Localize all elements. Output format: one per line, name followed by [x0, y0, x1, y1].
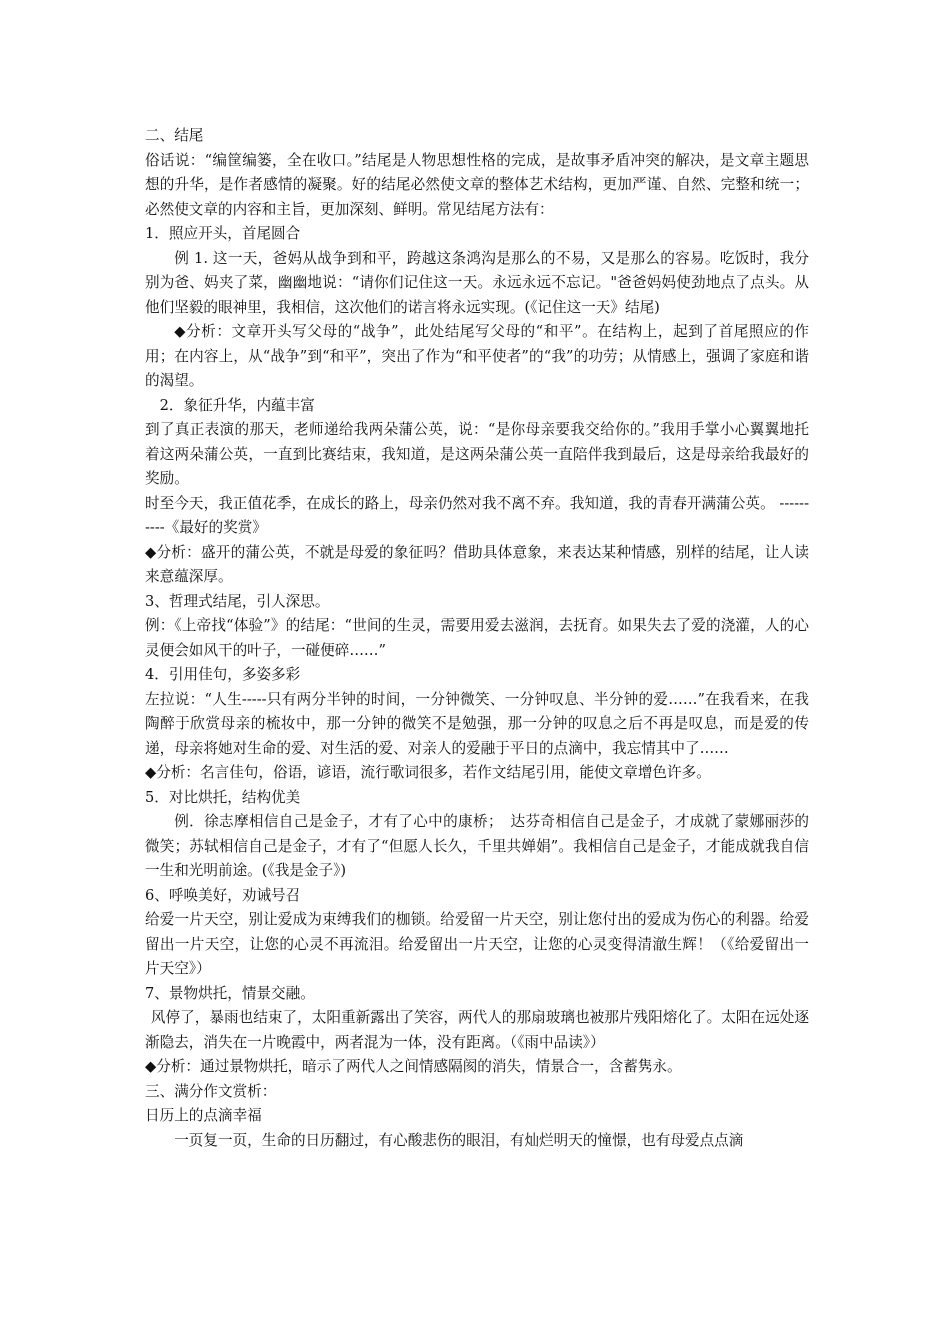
example-paragraph-4: 左拉说：“人生-----只有两分半钟的时间，一分钟微笑、一分钟叹息、半分钟的爱……”在我看来，在我陶醉于欣赏母亲的梳妆中，那一分钟的微笑不是勉强，那一分钟的叹息之后不再是叹息，而是爱的传递，母亲将她对生命的爱、对生活的爱、对亲人的爱融于平日的点滴中，我忘情其中了…… [145, 690, 809, 757]
example-paragraph-7: 风停了，暴雨也结束了，太阳重新露出了笑容，两代人的那扇玻璃也被那片残阳熔化了。太阳在远处逐渐隐去，消失在一片晚霞中，两者混为一体，没有距离。（《雨中品读》） [145, 1009, 809, 1051]
analysis-paragraph-7: ◆分析：通过景物烘托，暗示了两代人之间情感隔阂的消失，情景合一，含蓄隽永。 [145, 1058, 682, 1075]
analysis-paragraph-2: ◆分析：盛开的蒲公英，不就是母爱的象征吗？借助具体意象，来表达某种情感，别样的结尾，让人读来意蕴深厚。 [145, 543, 809, 585]
method-heading-7: 7、景物烘托，情景交融。 [145, 984, 315, 1002]
intro-paragraph: 俗话说：“编筐编篓，全在收口。”结尾是人物思想性格的完成，是故事矛盾冲突的解决，是文章主题思想的升华，是作者感情的凝聚。好的结尾必然使文章的整体艺术结构，更加严谨、自然、完整和统一；必然使文章的内容和主旨，更加深刻、鲜明。常见结尾方法有： [145, 151, 809, 218]
essay-paragraph-1: 一页复一页，生命的日历翻过，有心酸悲伤的眼泪，有灿烂明天的憧憬，也有母爱点点滴 [174, 1131, 744, 1149]
example-paragraph-2a: 到了真正表演的那天，老师递给我两朵蒲公英，说：“是你母亲要我交给你的。”我用手掌小心翼翼地托着这两朵蒲公英，一直到比赛结束，我知道，是这两朵蒲公英一直陪伴我到最后，这是母亲给我最好的奖励。 [145, 421, 809, 487]
analysis-paragraph-1: ◆分析：文章开头写父母的“战争”，此处结尾写父母的“和平”。在结构上，起到了首尾照应的作用；在内容上，从“战争”到“和平”，突出了作为“和平使者”的“我”的功劳；从情感上，强调了家庭和谐的渴望。 [145, 323, 809, 389]
method-heading-6: 6、呼唤美好，劝诫号召 [145, 886, 301, 904]
essay-title: 日历上的点滴幸福 [145, 1107, 262, 1124]
method-heading-3: 3、哲理式结尾，引人深思。 [145, 592, 330, 610]
document-page [145, 124, 809, 1153]
method-heading-5: 5．对比烘托，结构优美 [145, 788, 301, 806]
example-paragraph-2b: 时至今天，我正值花季，在成长的路上，母亲仍然对我不离不弃。我知道，我的青春开满蒲公英。 ----------《最好的奖赏》 [145, 494, 809, 536]
example-paragraph-3: 例：《上帝找“体验”》的结尾：“世间的生灵，需要用爱去滋润，去抚育。如果失去了爱的浇灌，人的心灵便会如风干的叶子，一碰便碎……” [145, 617, 809, 659]
section-heading-ending: 二、结尾 [145, 127, 204, 144]
method-heading-2: 2．象征升华，内蕴丰富 [159, 396, 315, 414]
example-paragraph-6: 给爱一片天空，别让爱成为束缚我们的枷锁。给爱留一片天空，别让您付出的爱成为伤心的利器。给爱留出一片天空，让您的心灵不再流泪。给爱留出一片天空，让您的心灵变得清澈生辉！（《给爱留出一片天空》） [145, 911, 809, 977]
section-heading-essay: 三、满分作文赏析： [145, 1082, 277, 1100]
analysis-paragraph-4: ◆分析：名言佳句，俗语，谚语，流行歌词很多，若作文结尾引用，能使文章增色许多。 [145, 764, 711, 781]
example-paragraph-1: 例 1. 这一天，爸妈从战争到和平，跨越这条鸿沟是那么的不易，又是那么的容易。吃饭时，我分别为爸、妈夹了菜，幽幽地说：“请你们记住这一天。永远永远不忘记。"爸爸妈妈使劲地点了点头。从他们坚毅的眼神里，我相信，这次他们的诺言将永远实现。(《记住这一天》结尾) [145, 249, 809, 316]
method-heading-4: 4．引用佳句，多姿多彩 [145, 666, 301, 683]
method-heading-1: 1．照应开头，首尾圆合 [145, 225, 301, 242]
example-paragraph-5: 例．徐志摩相信自己是金子，才有了心中的康桥； 达芬奇相信自己是金子，才成就了蒙娜丽莎的微笑；苏轼相信自己是金子，才有了“但愿人长久，千里共婵娟”。我相信自己是金子，才能成就我自信一生和光明前途。(《我是金子》) [145, 813, 809, 879]
